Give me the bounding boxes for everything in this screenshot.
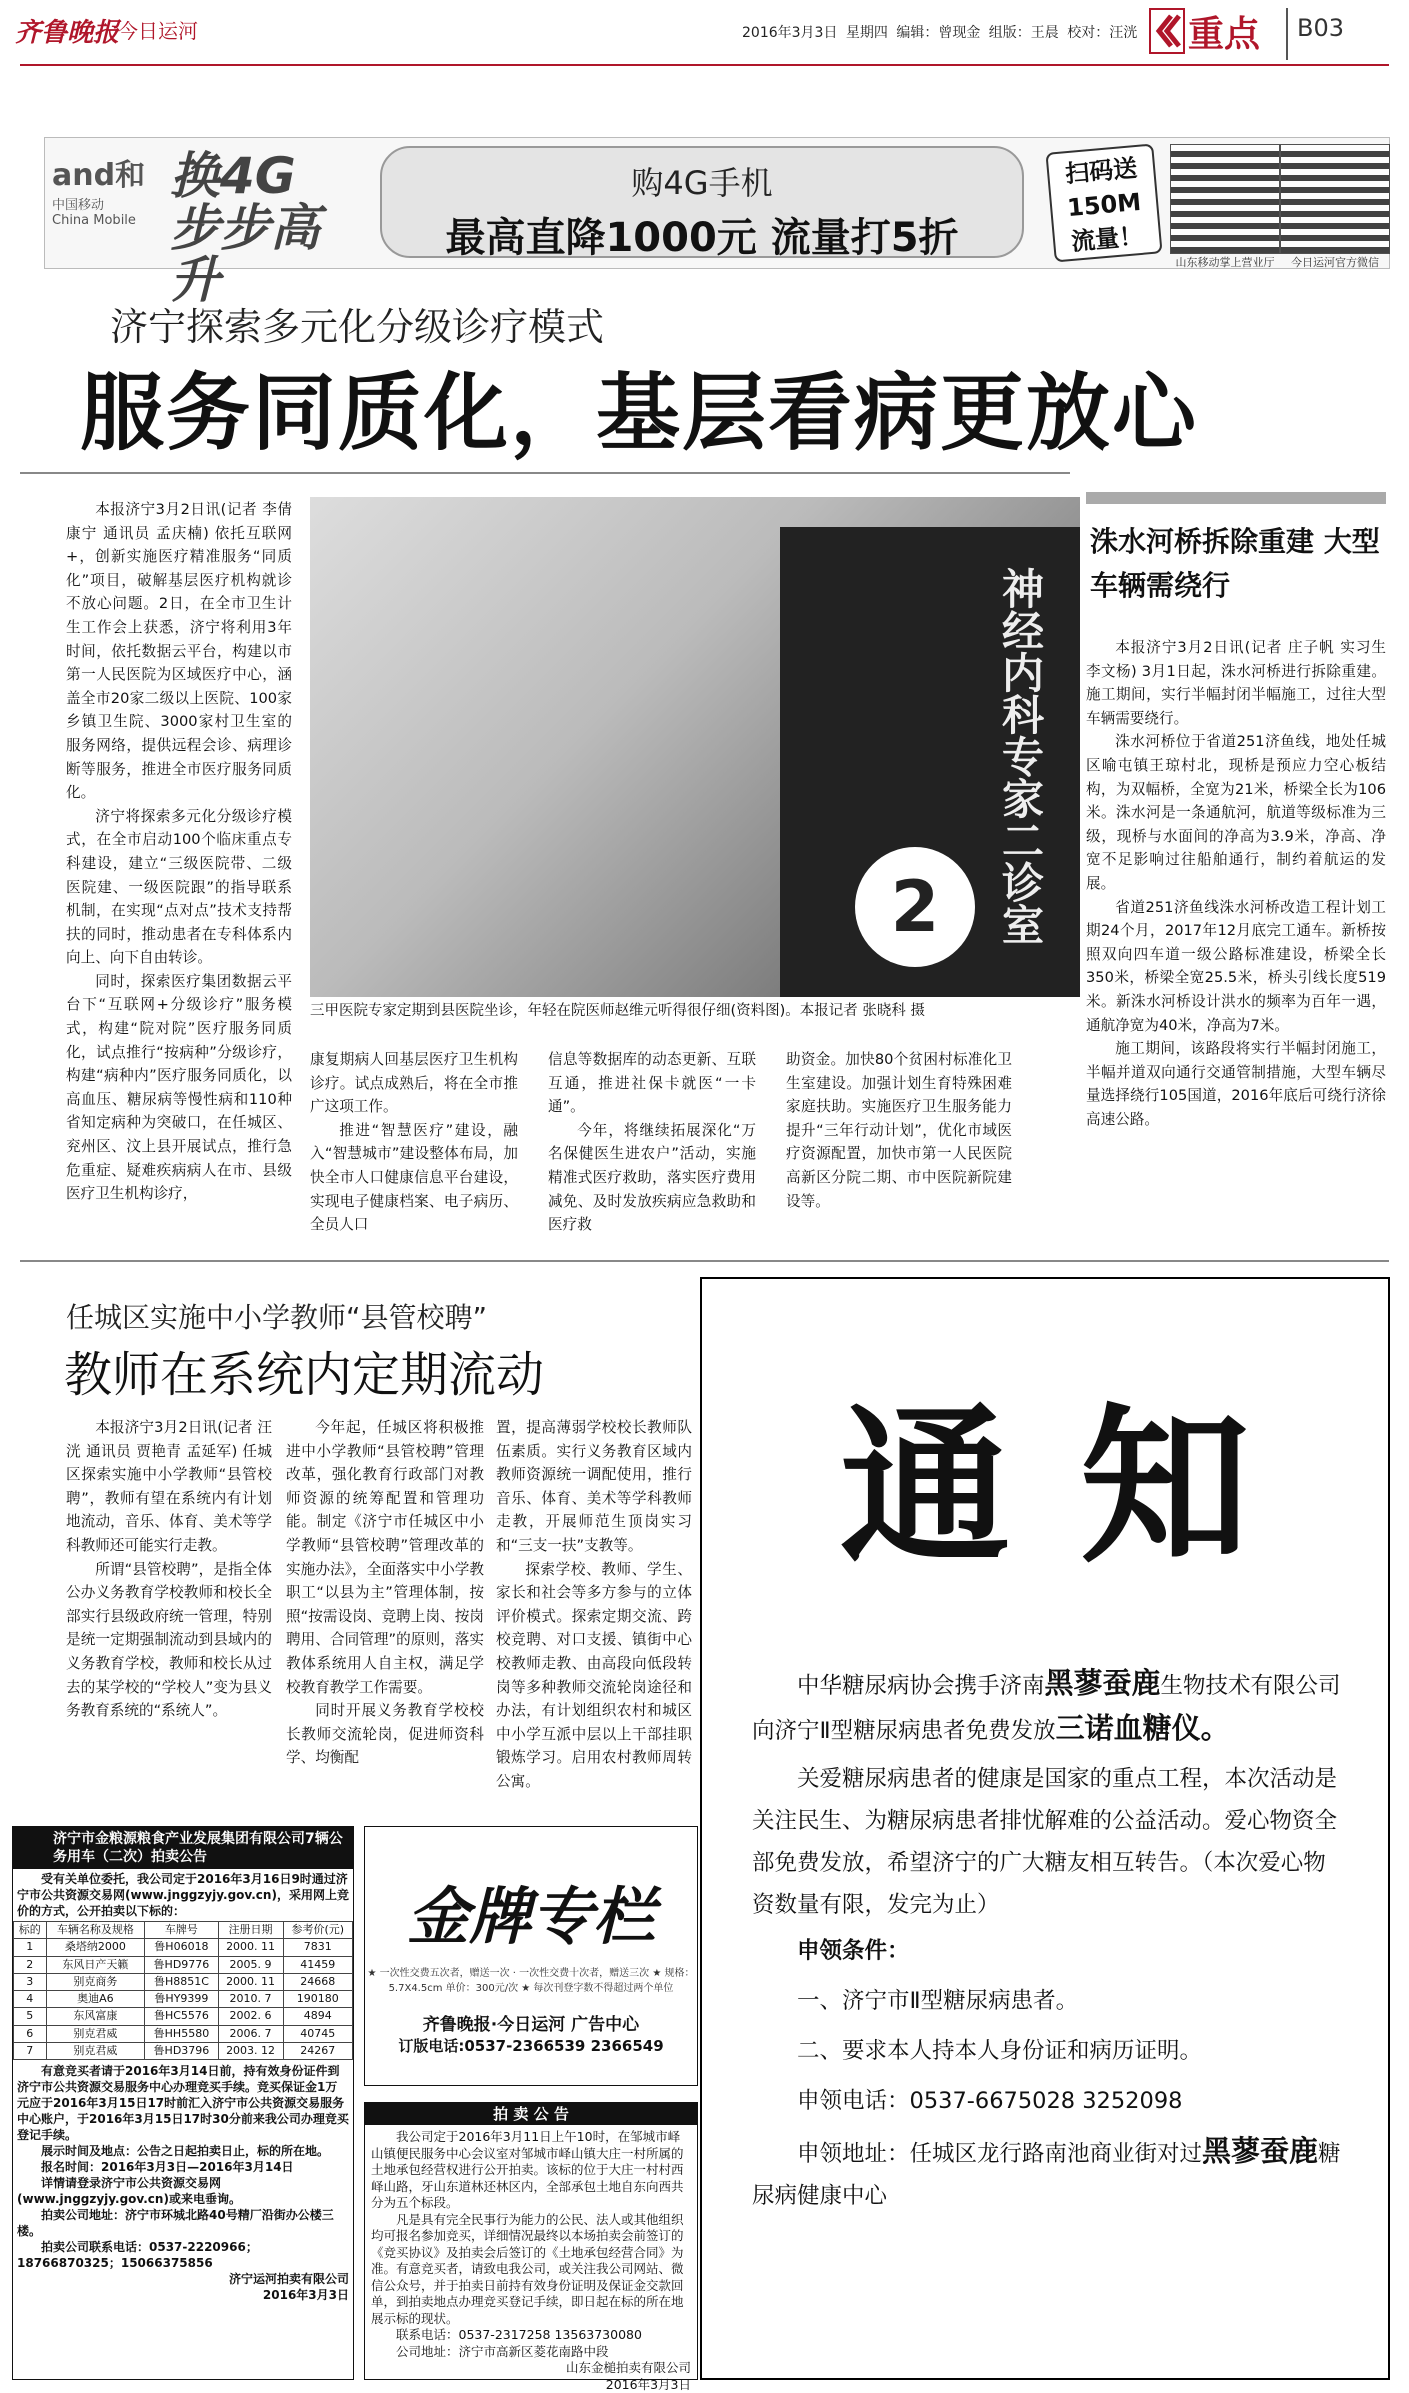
- auction2-phone: 联系电话：0537-2317258 13563730080: [365, 2327, 697, 2344]
- auction2-p1: 我公司定于2016年3月11日上午10时，在邹城市峄山镇便民服务中心会议室对邹城市峄山镇大庄一村所属的土地承包经营权进行公开拍卖。该标的位于大庄一村村西峄山路，牙山东道林还林区内，全部承包土地自东向西共分为五个标段。: [365, 2129, 697, 2212]
- gold-ad-terms: ★ 一次性交费五次者，赠送一次 · 一次性交费十次者，赠送三次 ★ 规格：5.7X4.5cm 单价：300元/次 ★ 每次刊登字数不得超过两个单位: [365, 1964, 697, 1994]
- ad-offer-line1: 购4G手机: [382, 158, 1022, 204]
- divider: [1086, 492, 1386, 504]
- notice-intro: [752, 1662, 1342, 1752]
- paragraph: 信息等数据库的动态更新、互联互通，推进社保卡就医“一卡通”。: [548, 1048, 756, 1119]
- table-cell: 6: [14, 2025, 47, 2042]
- table-cell: 41459: [283, 1956, 352, 1973]
- table-row: [14, 1956, 353, 1973]
- table-cell: 7: [14, 2043, 47, 2060]
- table-cell: 2003. 12: [218, 2043, 283, 2060]
- auction1-report: 报名时间：2016年3月3日—2016年3月14日: [17, 2159, 349, 2175]
- brand-name: 中国移动: [52, 194, 152, 213]
- gold-ad-title: 金牌专栏: [365, 1867, 697, 1956]
- paragraph: 助资金。加快80个贫困村标准化卫生室建设。加强计划生育特殊困难家庭扶助。实施医疗卫生服务能力提升“三年行动计划”，优化市域医疗资源配置，加快市第一人民医院高新区分院二期、市中医院新院建设等。: [786, 1048, 1012, 1213]
- auction2-p2: 凡是具有完全民事行为能力的公民、法人或其他组织均可报名参加竞买，详细情况最终以本场拍卖会前签订的《竞买协议》及拍卖会后签订的《土地承包经营合同》为准。有意竞买者，请致电我公司，或关注我公司网站、微信公众号，并于拍卖日前持有效身份证明及保证金交款回单，到拍卖地点办理竞买登记手续，即日起在标的所在地展示标的现状。: [365, 2212, 697, 2328]
- auction-notice-land: [364, 2102, 698, 2380]
- qr-code-icon: [1280, 144, 1390, 254]
- article2-headline: [1090, 520, 1380, 608]
- table-cell: 40745: [283, 2025, 352, 2042]
- notice-cond-1: 一、济宁市Ⅱ型糖尿病患者。: [752, 1980, 1342, 2022]
- ad-offer-panel: [380, 146, 1024, 258]
- table-cell: 190180: [283, 1991, 352, 2008]
- article1-headline: 服务同质化，基层看病更放心: [80, 346, 1198, 467]
- article3-col1: [66, 1416, 272, 1723]
- auction1-body: 有意竞买者请于2016年3月14日前，持有效身份证件到济宁市公共资源交易服务中心办理竞买手续。竞买保证金1万元应于2016年3月15日17时前汇入济宁市公共资源交易服务中心账户，于2016年3月15日17时30分前来我公司办理竞买登记手续。: [17, 2063, 349, 2143]
- article1-col3: [548, 1048, 756, 1237]
- article2-body: [1086, 636, 1386, 1131]
- section-name: 今日运河: [118, 15, 198, 44]
- article3-col3: [496, 1416, 692, 1794]
- auction2-title: 拍 卖 公 告: [365, 2103, 697, 2125]
- auction1-intro: 受有关单位委托，我公司定于2016年3月16日9时通过济宁市公共资源交易网(www.jnggzyjy.gov.cn)，采用网上竞价的方式，公开拍卖以下标的：: [13, 1869, 353, 1921]
- qr-code-icon: [1170, 144, 1280, 254]
- table-cell: 5: [14, 2008, 47, 2025]
- auction-notice-cars: [12, 1826, 354, 2380]
- brand-icon: and和: [52, 158, 145, 193]
- article3-col2: [286, 1416, 484, 1770]
- paragraph: 康复期病人回基层医疗卫生机构诊疗。试点成熟后，将在全市推广这项工作。: [310, 1048, 518, 1119]
- table-header: 车辆名称及规格: [46, 1922, 145, 1939]
- table-cell: 4: [14, 1991, 47, 2008]
- issue-meta: 2016年3月3日 星期四 编辑：曾现金 组版：王晨 校对：汪洸: [742, 22, 1137, 42]
- table-cell: 鲁HD9776: [145, 1956, 218, 1973]
- scan-offer-badge: 扫码送 150M 流量！: [1045, 144, 1162, 263]
- auction1-table: [13, 1921, 353, 2060]
- table-cell: 鲁HH5580: [145, 2025, 218, 2042]
- auction2-date: 2016年3月3日: [365, 2377, 697, 2393]
- newspaper-logo: 齐鲁晚报: [15, 12, 119, 49]
- brand-name-en: China Mobile: [52, 213, 152, 228]
- page-number: B03: [1297, 14, 1344, 42]
- qr-block-1: [1170, 144, 1280, 270]
- auction1-date: 2016年3月3日: [17, 2287, 349, 2303]
- auction1-addr: 拍卖公司地址：济宁市环城北路40号精厂沿街办公楼三楼。: [17, 2207, 349, 2239]
- auction1-sign: 济宁运河拍卖有限公司: [17, 2271, 349, 2287]
- table-cell: 4894: [283, 2008, 352, 2025]
- notice-phone: 申领电话：0537-6675028 3252098: [752, 2080, 1342, 2122]
- table-cell: 别克君威: [46, 2043, 145, 2060]
- paragraph: 本报济宁3月2日讯(记者 汪洸 通讯员 贾艳青 孟延军) 任城区探索实施中小学教师“县管校聘”，教师有望在系统内有计划地流动，音乐、体育、美术等学科教师还可能实行走教。: [66, 1416, 272, 1558]
- auction2-sign: 山东金槌拍卖有限公司: [365, 2360, 697, 2377]
- notice-text: 生物技术有限公司向济宁Ⅱ型糖尿病患者免费发放: [752, 1673, 1341, 1744]
- table-header: 注册日期: [218, 1922, 283, 1939]
- table-cell: 鲁HC5576: [145, 2008, 218, 2025]
- article2-headline-text: 洙水河桥拆除重建 大型车辆需绕行: [1090, 525, 1380, 602]
- paragraph: 探索学校、教师、学生、家长和社会等多方参与的立体评价模式。探索定期交流、跨校竞聘、对口支援、镇街中心校教师走教、由高段向低段转岗等多种教师交流轮岗途径和办法，有计划组织农村和城区中小学互派中层以上干部挂职锻炼学习。启用农村教师周转公寓。: [496, 1558, 692, 1794]
- table-row: [14, 1991, 353, 2008]
- gold-ad-center: 齐鲁晚报·今日运河 广告中心: [365, 2010, 697, 2035]
- table-cell: 7831: [283, 1939, 352, 1956]
- article1-kicker: 济宁探索多元化分级诊疗模式: [110, 296, 604, 351]
- table-row: [14, 2025, 353, 2042]
- notice-paragraph: 关爱糖尿病患者的健康是国家的重点工程，本次活动是关注民生、为糖尿病患者排忧解难的公益活动。爱心物资全部免费发放，希望济宁的广大糖友相互转告。（本次爱心物资数量有限，发完为止）: [752, 1758, 1342, 1926]
- auction1-show: 展示时间及地点：公告之日起拍卖日止，标的所在地。: [17, 2143, 349, 2159]
- article1-col4: [786, 1048, 1012, 1213]
- table-cell: 2002. 6: [218, 2008, 283, 2025]
- notice-text: 糖尿病健康中心: [752, 2141, 1341, 2209]
- divider: [20, 472, 1070, 474]
- table-cell: 鲁H06018: [145, 1939, 218, 1956]
- paragraph: 今年起，任城区将积极推进中小学教师“县管校聘”管理改革，强化教育行政部门对教师资源的统筹配置和管理功能。制定《济宁市任城区中小学教师“县管校聘”管理改革的实施办法》，全面落实中小学教职工“以县为主”管理体制，按照“按需设岗、竞聘上岗、按岗聘用、合同管理”的原则，落实教体系统用人自主权，满足学校教育教学工作需要。: [286, 1416, 484, 1699]
- table-cell: 2000. 11: [218, 1939, 283, 1956]
- gold-column-ad: [364, 1826, 698, 2086]
- china-mobile-logo: [52, 150, 152, 228]
- notice-text: 申领地址：任城区龙行路南池商业街对过: [797, 2141, 1202, 2167]
- auction1-phone: 拍卖公司联系电话：0537-2220966；18766870325；15066375856: [17, 2239, 349, 2271]
- paragraph: 本报济宁3月2日讯(记者 李倩 康宁 通讯员 孟庆楠) 依托互联网+，创新实施医疗精准服务“同质化”项目，破解基层医疗机构就诊不放心问题。2日，在全市卫生计生工作会上获悉，济宁将利用3年时间，依托数据云平台，构建以市第一人民医院为区域医疗中心，涵盖全市20家二级以上医院、100家乡镇卫生院、3000家村卫生室的服务网络，提供远程会诊、病理诊断等服务，推进全市医疗服务同质化。: [66, 498, 292, 805]
- notice-company-bold: 黑蓼蚕鹿: [1045, 1666, 1161, 1700]
- paragraph: 置，提高薄弱学校校长教师队伍素质。实行义务教育区域内教师资源统一调配使用，推行音乐、体育、美术等学科教师走教，开展师范生顶岗实习和“三支一扶”支教等。: [496, 1416, 692, 1558]
- notice-text: 中华糖尿病协会携手济南: [797, 1673, 1045, 1699]
- table-cell: 鲁HY9399: [145, 1991, 218, 2008]
- table-cell: 别克君威: [46, 2025, 145, 2042]
- table-row: [14, 1939, 353, 1956]
- divider: [1286, 8, 1288, 60]
- paragraph: 省道251济鱼线洙水河桥改造工程计划工期24个月，2017年12月底完工通车。新桥按照双向四车道一级公路标准建设，桥梁全长350米，桥梁全宽25.5米，桥头引线长度519米。新洙水河桥设计洪水的频率为百年一遇，通航净宽为40米，净高为7米。: [1086, 896, 1386, 1038]
- photo-room-number: 2: [855, 847, 975, 967]
- table-cell: 桑塔纳2000: [46, 1939, 145, 1956]
- chevron-left-icon: [1149, 8, 1185, 54]
- table-header: 参考价(元): [283, 1922, 352, 1939]
- section-badge: 重点: [1188, 6, 1260, 57]
- table-cell: 24267: [283, 2043, 352, 2060]
- notice-address: [752, 2130, 1342, 2217]
- ad-offer-line2: 最高直降1000元 流量打5折: [382, 206, 1022, 263]
- paragraph: 济宁将探索多元化分级诊疗模式，在全市启动100个临床重点专科建设，建立“三级医院带、二级医院建、一级医院跟”的指导联系机制，在实现“点对点”技术支持帮扶的同时，推动患者在专科体系内向上、向下自由转诊。: [66, 805, 292, 970]
- notice-cond-label: 申领条件：: [752, 1930, 1342, 1972]
- table-cell: 鲁HD3796: [145, 2043, 218, 2060]
- article1-photo: [310, 497, 1080, 997]
- paragraph: 施工期间，该路段将实行半幅封闭施工，半幅并道双向通行交通管制措施，大型车辆尽量选择绕行105国道，2016年底后可绕行济徐高速公路。: [1086, 1037, 1386, 1131]
- qr-label: 今日运河官方微信: [1280, 254, 1390, 270]
- notice-title: 通知: [840, 1350, 1320, 1595]
- article3-headline: 教师在系统内定期流动: [64, 1336, 544, 1405]
- table-cell: 3: [14, 1973, 47, 1990]
- table-header-row: [14, 1922, 353, 1939]
- table-row: [14, 2008, 353, 2025]
- gold-ad-phone: 订版电话:0537-2366539 2366549: [365, 2035, 697, 2056]
- photo-door-sign: 神经内科专家二诊室: [780, 527, 1080, 997]
- auction1-title: 济宁市金粮源粮食产业发展集团有限公司7辆公务用车（二次）拍卖公告: [13, 1827, 353, 1869]
- auction2-addr: 公司地址：济宁市高新区菱花南路中段: [365, 2344, 697, 2361]
- table-cell: 2000. 11: [218, 1973, 283, 1990]
- paragraph: 推进“智慧医疗”建设，融入“智慧城市”建设整体布局，加快全市人口健康信息平台建设，实现电子健康档案、电子病历、全员人口: [310, 1119, 518, 1237]
- divider: [20, 1260, 1389, 1262]
- table-cell: 24668: [283, 1973, 352, 1990]
- paragraph: 所谓“县管校聘”，是指全体公办义务教育学校教师和校长全部实行县级政府统一管理，特别是统一定期强制流动到县域内的义务教育学校，教师和校长从过去的某学校的“学校人”变为县义务教育系统的“系统人”。: [66, 1558, 272, 1723]
- qr-block-2: [1280, 144, 1390, 270]
- article1-col2: [310, 1048, 518, 1237]
- photo-caption: 三甲医院专家定期到县医院坐诊，年轻在院医师赵维元听得很仔细(资料图)。本报记者 张晓科 摄: [310, 1000, 1080, 1022]
- paragraph: 同时开展义务教育学校校长教师交流轮岗，促进师资科学、均衡配: [286, 1699, 484, 1770]
- paragraph: 洙水河桥位于省道251济鱼线，地处任城区喻屯镇王琼村北，现桥是预应力空心板结构，为双幅桥，全宽为21米，桥梁全长为106米。洙水河是一条通航河，航道等级标准为三级，现桥与水面间的净高为3.9米，净高、净宽不足影响过往船舶通行，制约着航运的发展。: [1086, 730, 1386, 895]
- table-header: 标的: [14, 1922, 47, 1939]
- auction1-detail: 详情请登录济宁市公共资源交易网(www.jnggzyjy.gov.cn)或来电垂询。: [17, 2175, 349, 2207]
- article3-kicker: 任城区实施中小学教师“县管校聘”: [66, 1296, 487, 1336]
- table-row: [14, 2043, 353, 2060]
- table-row: [14, 1973, 353, 1990]
- table-cell: 1: [14, 1939, 47, 1956]
- qr-label: 山东移动掌上营业厅: [1170, 254, 1280, 270]
- table-cell: 2: [14, 1956, 47, 1973]
- notice-cond-2: 二、要求本人持本人身份证和病历证明。: [752, 2030, 1342, 2072]
- ad-slogan: 换4G 步步高升: [170, 150, 350, 306]
- notice-product-bold: 三诺血糖仪。: [1056, 1711, 1230, 1745]
- table-header: 车牌号: [145, 1922, 218, 1939]
- table-cell: 鲁H8851C: [145, 1973, 218, 1990]
- notice-company-bold: 黑蓼蚕鹿: [1202, 2134, 1318, 2168]
- notice-body: [752, 1662, 1342, 2217]
- article1-col1: [66, 498, 292, 1206]
- table-cell: 2005. 9: [218, 1956, 283, 1973]
- page-header: [0, 0, 1409, 64]
- table-cell: 奥迪A6: [46, 1991, 145, 2008]
- table-cell: 2006. 7: [218, 2025, 283, 2042]
- header-rule: [20, 64, 1389, 66]
- paragraph: 同时，探索医疗集团数据云平台下“互联网+分级诊疗”服务模式，构建“院对院”医疗服务同质化，试点推行“按病种”分级诊疗，构建“病种内”医疗服务同质化，以高血压、糖尿病等慢性病和110种省知定病种为突破口，在任城区、兖州区、汶上县开展试点，推行急危重症、疑难疾病病人在市、县级医疗卫生机构诊疗，: [66, 970, 292, 1206]
- table-cell: 东风富康: [46, 2008, 145, 2025]
- paragraph: 今年，将继续拓展深化“万名保健医生进农户”活动，实施精准式医疗救助，落实医疗费用减免、及时发放疾病应急救助和医疗救: [548, 1119, 756, 1237]
- table-cell: 2010. 7: [218, 1991, 283, 2008]
- table-cell: 东风日产天籁: [46, 1956, 145, 1973]
- table-cell: 别克商务: [46, 1973, 145, 1990]
- paragraph: 本报济宁3月2日讯(记者 庄子帆 实习生 李文杨) 3月1日起，洙水河桥进行拆除重建。施工期间，实行半幅封闭半幅施工，过往大型车辆需要绕行。: [1086, 636, 1386, 730]
